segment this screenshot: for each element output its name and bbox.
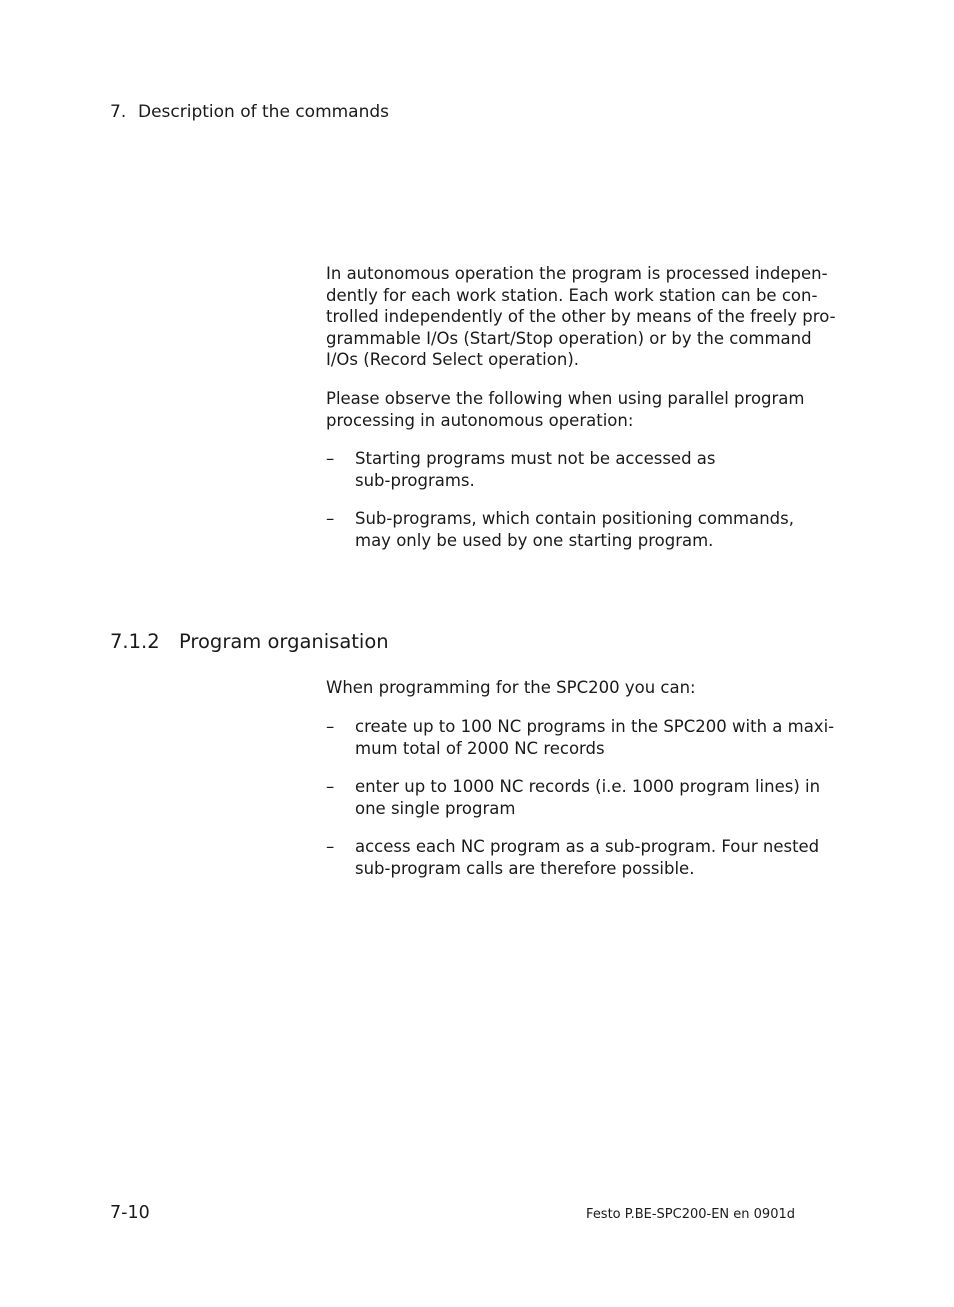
bullet-line: mum total of 2000 NC records <box>355 738 605 758</box>
bullet-line: sub-programs. <box>355 470 475 490</box>
bullet-text <box>355 508 794 551</box>
paragraph-line: Please observe the following when using parallel program <box>326 389 805 408</box>
bullet-text <box>355 836 819 879</box>
bullet-line: sub-program calls are therefore possible. <box>355 858 695 878</box>
bullet-dash: – <box>326 837 335 856</box>
bullet-line: may only be used by one starting program. <box>355 530 714 550</box>
section-heading <box>110 629 389 654</box>
paragraph-line: In autonomous operation the program is processed indepen- <box>326 264 828 283</box>
section-lead-paragraph <box>326 677 798 699</box>
chapter-title: Description of the commands <box>138 102 390 122</box>
parallel-processing-paragraph <box>326 388 805 431</box>
bullet-line: access each NC program as a sub-program. Four nested <box>355 837 820 856</box>
bullet-line: create up to 100 NC programs in the SPC200 with a maxi- <box>355 717 835 736</box>
bullet-line: Sub-programs, which contain positioning commands, <box>355 509 794 528</box>
paragraph-line: When programming for the SPC200 you can: <box>326 678 696 697</box>
bullet-line: enter up to 1000 NC records (i.e. 1000 program lines) in <box>355 777 821 796</box>
paragraph-line: grammable I/Os (Start/Stop operation) or by the command <box>326 328 812 348</box>
chapter-header <box>110 101 389 123</box>
section-number: 7.1.2 <box>110 630 160 653</box>
document-reference: Festo P.BE-SPC200-EN en 0901d <box>586 1207 795 1222</box>
paragraph-line: processing in autonomous operation: <box>326 410 634 430</box>
page-number: 7-10 <box>110 1203 150 1223</box>
bullet-dash: – <box>326 777 335 796</box>
bullet-text <box>355 448 716 491</box>
paragraph-line: I/Os (Record Select operation). <box>326 350 579 369</box>
bullet-dash: – <box>326 717 335 736</box>
bullet-dash: – <box>326 509 335 528</box>
bullet-line: one single program <box>355 798 516 818</box>
bullet-dash: – <box>326 449 335 468</box>
autonomous-operation-paragraph <box>326 263 836 371</box>
paragraph-line: trolled independently of the other by means of the freely pro- <box>326 307 836 326</box>
chapter-number: 7. <box>110 102 127 122</box>
bullet-line: Starting programs must not be accessed as <box>355 449 716 468</box>
paragraph-line: dently for each work station. Each work station can be con- <box>326 285 818 305</box>
bullet-text <box>355 776 820 819</box>
section-title: Program organisation <box>179 630 389 653</box>
bullet-text <box>355 716 834 759</box>
